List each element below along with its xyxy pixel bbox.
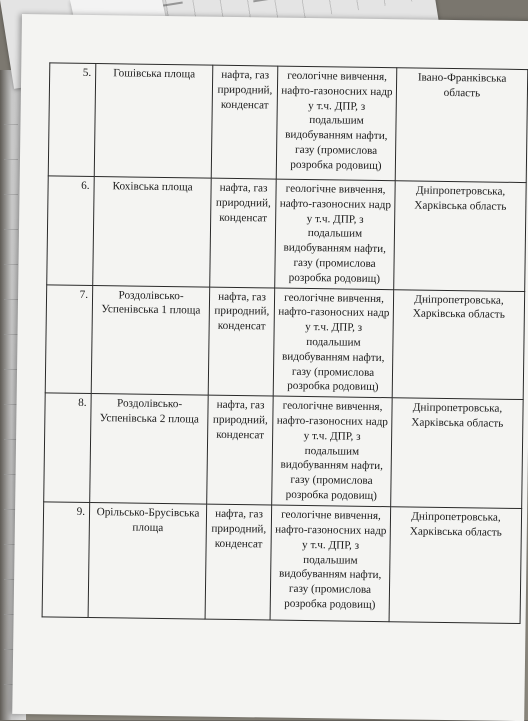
mineral-type: нафта, газ природний, конденсат <box>211 65 278 179</box>
use-type: геологічне вивчення, нафто-газоносних надр у т.ч. ДПР, з подальшим видобуванням нафти, газу (промислова розробка родовищ) <box>272 396 393 507</box>
row-number: 9. <box>42 502 90 618</box>
region: Дніпропетровська, Харківська область <box>392 289 525 399</box>
license-table <box>42 62 528 624</box>
table-row <box>47 176 526 291</box>
field-name: Орільсько-Брусівська площа <box>88 503 207 620</box>
mineral-type: нафта, газ природний, конденсат <box>210 178 277 287</box>
table-row <box>45 284 524 399</box>
region: Дніпропетровська, Харківська область <box>394 181 527 291</box>
field-name: Гошівська площа <box>94 64 213 179</box>
region: Дніпропетровська, Харківська область <box>389 507 522 624</box>
table-row <box>42 502 522 624</box>
row-number: 6. <box>47 176 95 285</box>
use-type: геологічне вивчення, нафто-газоносних надр у т.ч. ДПР, з подальшим видобуванням нафти, газу (промислова розробка родовищ) <box>273 288 394 398</box>
mineral-type: нафта, газ природний, конденсат <box>207 395 274 505</box>
table-row <box>44 393 523 509</box>
region: Івано-Франківська область <box>395 68 528 183</box>
use-type: геологічне вивчення, нафто-газоносних надр у т.ч. ДПР, з подальшим видобуванням нафти, газу (промислова розробка родовищ) <box>270 505 391 622</box>
mineral-type: нафта, газ природний, конденсат <box>208 287 275 396</box>
row-number: 8. <box>44 393 92 503</box>
document-page <box>12 14 528 721</box>
row-number: 5. <box>48 63 96 177</box>
row-number: 7. <box>45 284 93 393</box>
field-name: Кохівська площа <box>93 177 212 287</box>
field-name: Роздолівсько-Успенівська 2 площа <box>90 394 209 505</box>
use-type: геологічне вивчення, нафто-газоносних надр у т.ч. ДПР, з подальшим видобуванням нафти, газу (промислова розробка родовищ) <box>275 179 396 289</box>
field-name: Роздолівсько-Успенівська 1 площа <box>91 285 210 395</box>
table-row <box>48 63 528 183</box>
use-type: геологічне вивчення, нафто-газоносних надр у т.ч. ДПР, з подальшим видобуванням нафти, газу (промислова розробка родовищ) <box>276 66 397 181</box>
mineral-type: нафта, газ природний, конденсат <box>205 504 272 620</box>
region: Дніпропетровська, Харківська область <box>391 398 524 509</box>
